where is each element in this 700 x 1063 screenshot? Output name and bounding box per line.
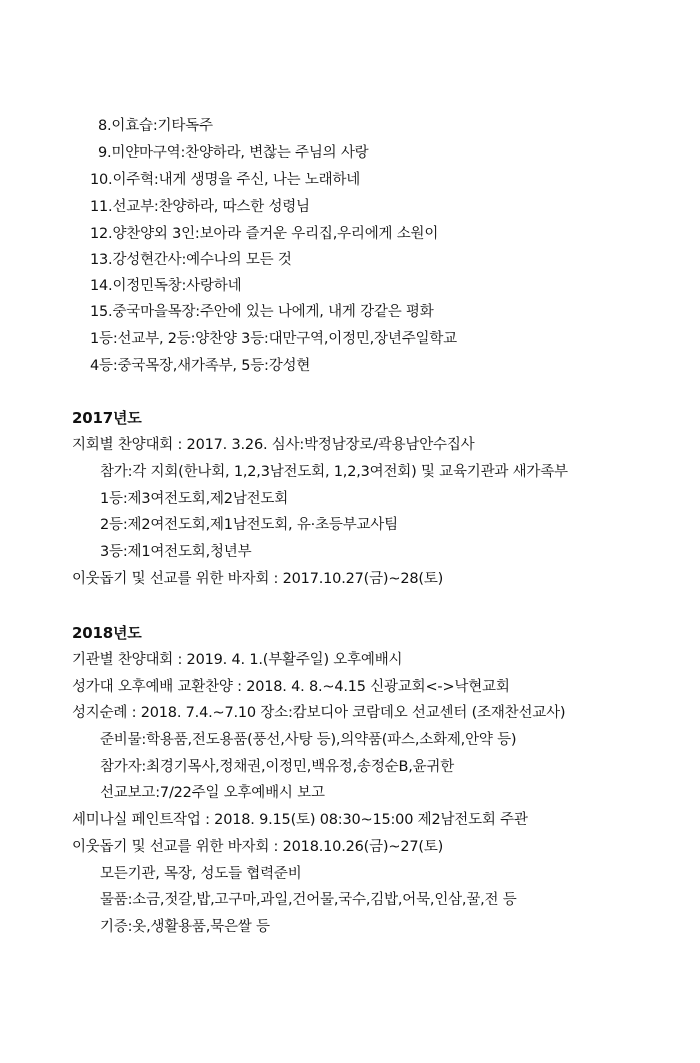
list-item: 성가대 오후예배 교환찬양 : 2018. 4. 8.~4.15 신광교회<->낙현교회 <box>72 679 510 695</box>
list-item: 참가:각 지회(한나회, 1,2,3남전도회, 1,2,3여전회) 및 교육기관과 새가족부 <box>100 464 568 480</box>
list-item: 1등:선교부, 2등:양찬양 3등:대만구역,이정민,장년주일학교 <box>90 331 457 347</box>
list-item: 12.양찬양외 3인:보아라 즐거운 우리집,우리에게 소원이 <box>90 226 439 242</box>
list-item: 기관별 찬양대회 : 2019. 4. 1.(부활주일) 오후예배시 <box>72 652 403 668</box>
list-item: 8.이효습:기타독주 <box>98 118 213 134</box>
list-item: 14.이정민독창:사랑하네 <box>90 278 242 294</box>
list-item: 물품:소금,젓갈,밥,고구마,과일,건어물,국수,김밥,어묵,인삼,꿀,전 등 <box>100 892 517 908</box>
list-item: 지회별 찬양대회 : 2017. 3.26. 심사:박정남장로/곽용남안수집사 <box>72 437 475 453</box>
section-heading-2017: 2017년도 <box>72 409 142 427</box>
list-item: 2등:제2여전도회,제1남전도회, 유·초등부교사팀 <box>100 517 398 533</box>
list-item: 기증:옷,생활용품,묵은쌀 등 <box>100 919 270 935</box>
list-item: 이웃돕기 및 선교를 위한 바자회 : 2017.10.27(금)~28(토) <box>72 571 444 587</box>
list-item: 선교보고:7/22주일 오후예배시 보고 <box>100 785 325 801</box>
list-item: 세미나실 페인트작업 : 2018. 9.15(토) 08:30~15:00 제2남전도회 주관 <box>72 812 528 828</box>
list-item: 3등:제1여전도회,청년부 <box>100 544 252 560</box>
list-item: 11.선교부:찬양하라, 따스한 성령님 <box>90 199 310 215</box>
list-item: 모든기관, 목장, 성도들 협력준비 <box>100 866 302 882</box>
list-item: 준비물:학용품,전도용품(풍선,사탕 등),의약품(파스,소화제,안약 등) <box>100 732 517 748</box>
section-heading-2018: 2018년도 <box>72 624 142 642</box>
list-item: 이웃돕기 및 선교를 위한 바자회 : 2018.10.26(금)~27(토) <box>72 839 444 855</box>
list-item: 15.중국마을목장:주안에 있는 나에게, 내게 강같은 평화 <box>90 304 434 320</box>
list-item: 참가자:최경기목사,정채권,이정민,백유정,송정순B,윤귀한 <box>100 759 455 775</box>
list-item: 성지순례 : 2018. 7.4.~7.10 장소:캄보디아 코람데오 선교센터 (조재찬선교사) <box>72 705 566 721</box>
list-item: 13.강성현간사:예수나의 모든 것 <box>90 252 292 268</box>
list-item: 10.이주혁:내게 생명을 주신, 나는 노래하네 <box>90 172 361 188</box>
list-item: 1등:제3여전도회,제2남전도회 <box>100 491 289 507</box>
list-item: 9.미얀마구역:찬양하라, 변찮는 주님의 사랑 <box>98 145 369 161</box>
list-item: 4등:중국목장,새가족부, 5등:강성현 <box>90 358 311 374</box>
